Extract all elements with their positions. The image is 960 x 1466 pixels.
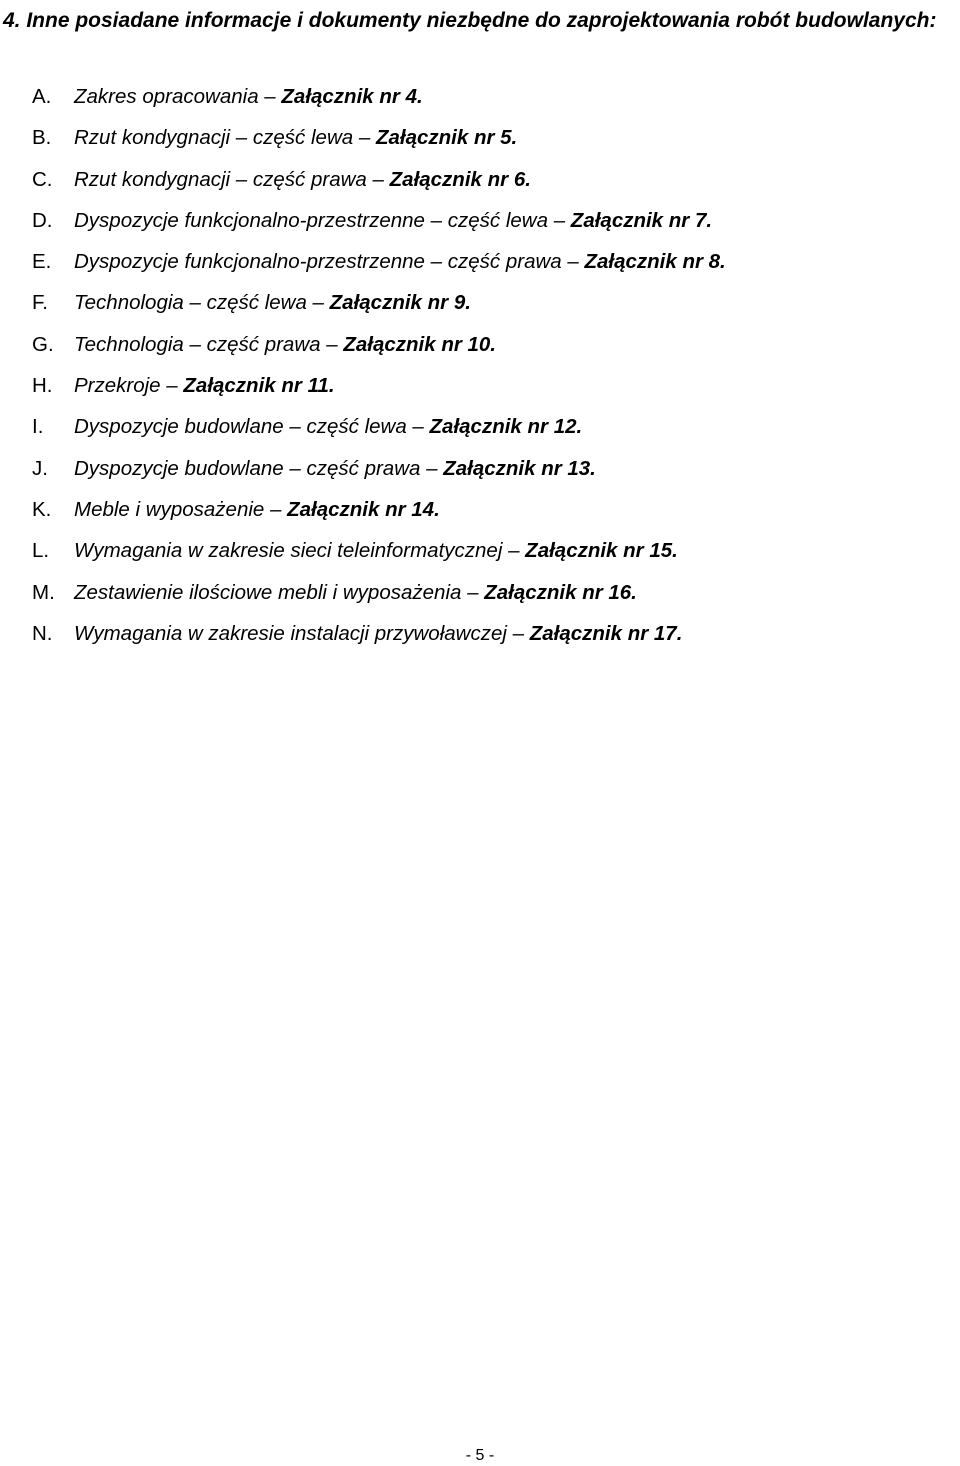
item-description: Przekroje – <box>74 374 184 398</box>
item-description: Dyspozycje budowlane – część lewa – <box>74 415 430 439</box>
item-attachment: Załącznik nr 11. <box>183 374 335 398</box>
item-letter: G. <box>32 332 54 356</box>
item-description: Rzut kondygnacji – część lewa – <box>74 126 376 150</box>
item-description: Dyspozycje funkcjonalno-przestrzenne – część prawa – <box>74 250 585 274</box>
item-attachment: Załącznik nr 9. <box>329 291 471 315</box>
list-item-k <box>32 489 952 530</box>
item-letter: J. <box>32 456 48 480</box>
item-description: Zakres opracowania – <box>74 85 282 108</box>
page-number: - 5 - <box>465 1447 495 1464</box>
list-item-b <box>32 117 952 158</box>
list-item-i <box>32 406 952 447</box>
list-item-j <box>32 448 952 489</box>
list-item-m <box>32 572 952 613</box>
item-letter: I. <box>32 415 44 439</box>
item-letter: B. <box>32 126 52 150</box>
item-attachment: Załącznik nr 6. <box>389 167 531 191</box>
item-description: Rzut kondygnacji – część prawa – <box>74 167 390 191</box>
item-letter: M. <box>32 580 55 604</box>
item-description: Technologia – część lewa – <box>74 291 330 315</box>
item-attachment: Załącznik nr 15. <box>525 539 678 563</box>
item-attachment: Załącznik nr 7. <box>570 208 713 232</box>
list-item-l <box>32 530 952 571</box>
list-item-f <box>32 282 952 323</box>
item-description: Wymagania w zakresie instalacji przywoławczej – <box>74 621 530 645</box>
item-letter: C. <box>32 167 53 191</box>
item-description: Zestawienie ilościowe mebli i wyposażenia – <box>74 580 485 604</box>
attachments-list <box>32 76 952 654</box>
list-item-d <box>32 200 952 241</box>
list-item-a <box>32 76 952 117</box>
item-attachment: Załącznik nr 12. <box>429 415 583 439</box>
list-item-h <box>32 365 952 406</box>
item-letter: F. <box>32 291 48 315</box>
item-attachment: Załącznik nr 17. <box>529 621 683 645</box>
section-heading <box>3 0 958 41</box>
item-attachment: Załącznik nr 16. <box>484 580 637 604</box>
item-description: Dyspozycje budowlane – część prawa – <box>74 456 444 480</box>
list-item-n <box>32 613 952 654</box>
item-attachment: Załącznik nr 5. <box>375 126 518 150</box>
item-letter: D. <box>32 208 53 232</box>
item-attachment: Załącznik nr 13. <box>443 456 596 480</box>
item-description: Dyspozycje funkcjonalno-przestrzenne – część lewa – <box>74 208 571 232</box>
list-item-c <box>32 159 952 200</box>
item-letter: H. <box>32 374 53 398</box>
item-attachment: Załącznik nr 4. <box>281 85 423 108</box>
list-item-g <box>32 324 952 365</box>
item-letter: K. <box>32 497 52 521</box>
item-description: Meble i wyposażenie – <box>74 497 288 521</box>
item-letter: A. <box>32 85 52 108</box>
item-letter: L. <box>32 539 50 563</box>
list-item-e <box>32 241 952 282</box>
item-description: Wymagania w zakresie sieci teleinformatycznej – <box>74 539 526 563</box>
item-attachment: Załącznik nr 14. <box>287 497 440 521</box>
section-heading-text: 4. Inne posiadane informacje i dokumenty niezbędne do zaprojektowania robót budowlanych: <box>3 9 937 32</box>
item-description: Technologia – część prawa – <box>74 332 344 356</box>
item-attachment: Załącznik nr 10. <box>343 332 497 356</box>
item-letter: E. <box>32 250 52 274</box>
item-attachment: Załącznik nr 8. <box>584 250 726 274</box>
item-letter: N. <box>32 621 53 645</box>
